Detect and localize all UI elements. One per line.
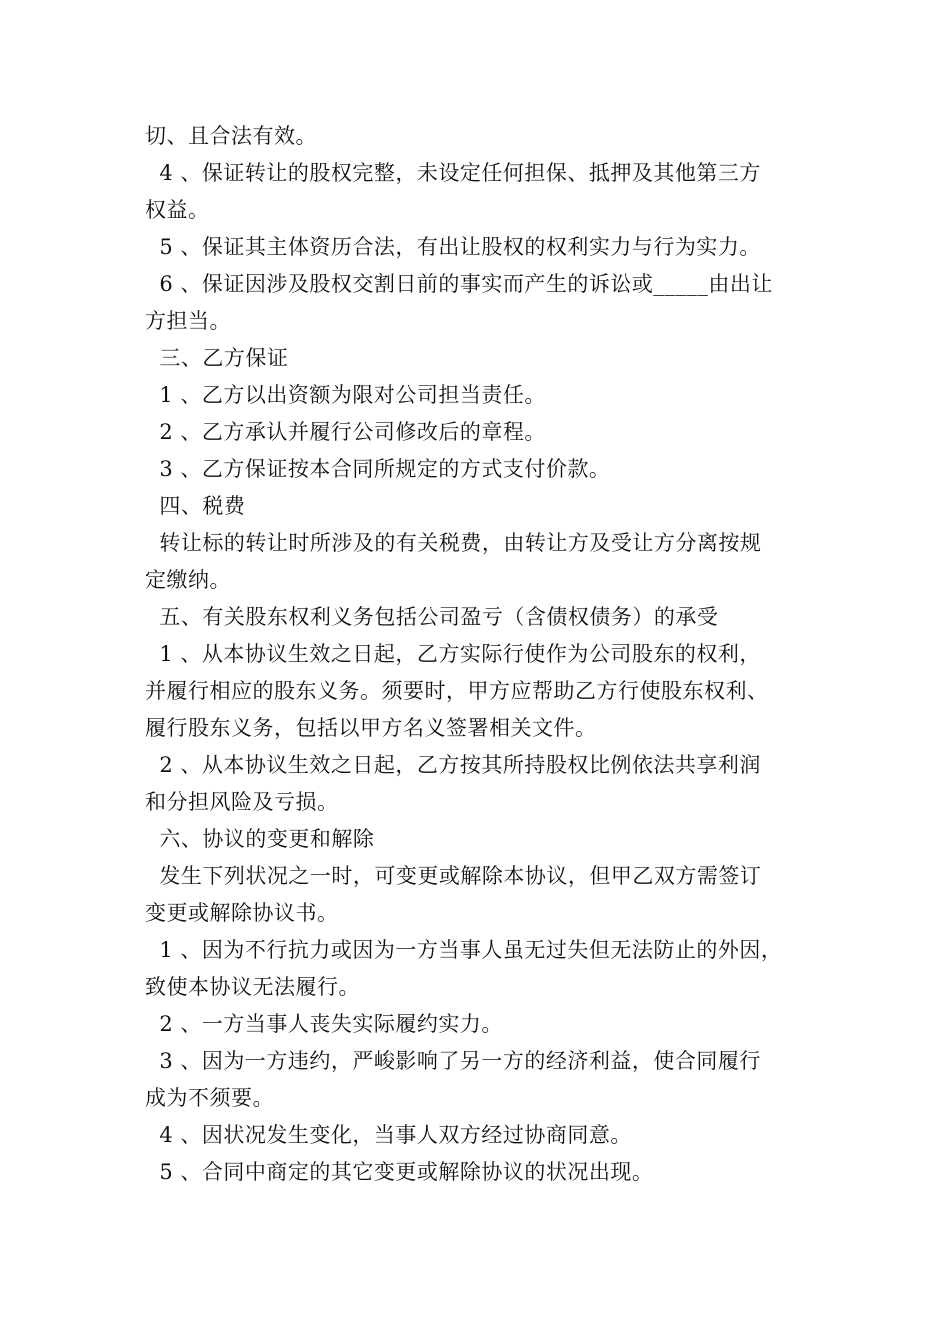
text-line: 1 、因为不行抗力或因为一方当事人虽无过失但无法防止的外因，	[145, 938, 783, 962]
text-line: 致使本协议无法履行。	[145, 975, 360, 999]
text-line: 2 、乙方承认并履行公司修改后的章程。	[145, 420, 546, 444]
text-line: 权益。	[145, 198, 210, 222]
text-line: 方担当。	[145, 309, 231, 333]
text-line: 变更或解除协议书。	[145, 901, 339, 925]
text-line: 成为不须要。	[145, 1086, 274, 1110]
text-line: 和分担风险及亏损。	[145, 790, 339, 814]
text-line: 1 、从本协议生效之日起，乙方实际行使作为公司股东的权利，	[145, 642, 761, 666]
text-line: 4 、因状况发生变化，当事人双方经过协商同意。	[145, 1123, 632, 1147]
text-line: 3 、乙方保证按本合同所规定的方式支付价款。	[145, 457, 611, 481]
text-line: 切、且合法有效。	[145, 124, 317, 148]
text-line: 并履行相应的股东义务。须要时，甲方应帮助乙方行使股东权利、	[145, 679, 769, 703]
text-line: 发生下列状况之一时，可变更或解除本协议，但甲乙双方需签订	[145, 864, 762, 888]
section-heading: 六、协议的变更和解除	[145, 827, 375, 851]
text-line: 1 、乙方以出资额为限对公司担当责任。	[145, 383, 546, 407]
text-line: 定缴纳。	[145, 568, 231, 592]
text-line: 4 、保证转让的股权完整，未设定任何担保、抵押及其他第三方	[145, 161, 761, 185]
section-heading: 五、有关股东权利义务包括公司盈亏（含债权债务）的承受	[145, 605, 719, 629]
text-line: 5 、合同中商定的其它变更或解除协议的状况出现。	[145, 1160, 654, 1184]
section-heading: 三、乙方保证	[145, 346, 289, 370]
text-line: 履行股东义务，包括以甲方名义签署相关文件。	[145, 716, 597, 740]
section-heading: 四、税费	[145, 494, 246, 518]
text-line: 3 、因为一方违约，严峻影响了另一方的经济利益，使合同履行	[145, 1049, 761, 1073]
text-line: 5 、保证其主体资历合法，有出让股权的权利实力与行为实力。	[145, 235, 761, 259]
text-line: 2 、一方当事人丧失实际履约实力。	[145, 1012, 503, 1036]
text-line: 2 、从本协议生效之日起，乙方按其所持股权比例依法共享利润	[145, 753, 761, 777]
text-line: 6 、保证因涉及股权交割日前的事实而产生的诉讼或_____由出让	[145, 272, 773, 296]
text-line: 转让标的转让时所涉及的有关税费，由转让方及受让方分离按规	[145, 531, 762, 555]
